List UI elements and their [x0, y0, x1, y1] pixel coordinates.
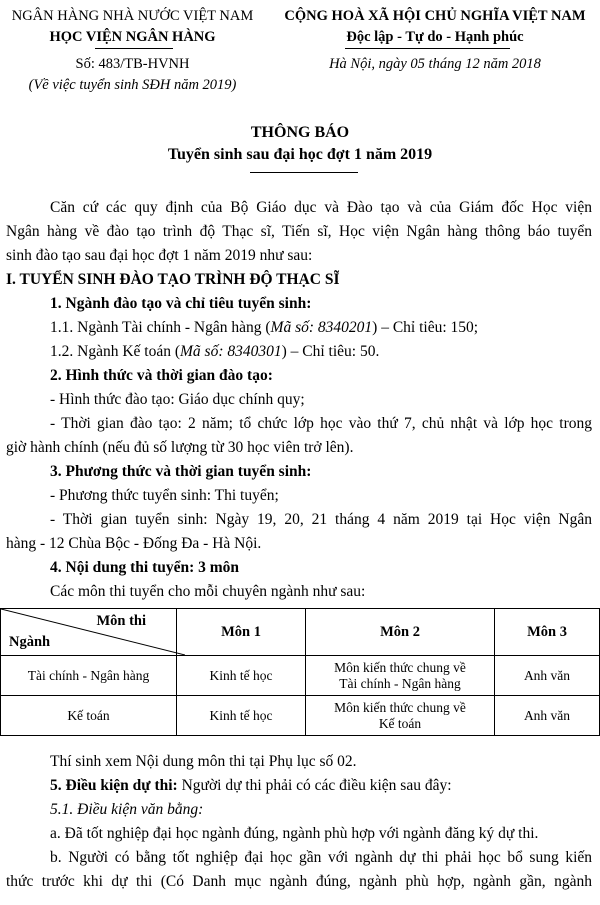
- subsection-1-heading: 1. Ngành đào tạo và chỉ tiêu tuyển sinh:: [50, 295, 312, 312]
- org-parent: NGÂN HÀNG NHÀ NƯỚC VIỆT NAM: [11, 8, 254, 24]
- row-subject-1: Kinh tế học: [177, 656, 306, 696]
- subsection-4-heading: 4. Nội dung thi tuyển: 3 môn: [50, 559, 240, 576]
- intro-line-1: Căn cứ các quy định của Bộ Giáo dục và Đào tạo và của Giám đốc Học viện: [50, 199, 592, 216]
- row-subject-2-line-2: Kế toán: [378, 715, 422, 731]
- appendix-note: Thí sinh xem Nội dung môn thi tại Phụ lục số 02.: [50, 753, 357, 770]
- column-header-3: Môn 3: [495, 609, 600, 656]
- org-name: HỌC VIỆN NGÂN HÀNG: [49, 29, 216, 45]
- admission-time-line-1: - Thời gian tuyển sinh: Ngày 19, 20, 21 tháng 4 năm 2019 tại Học viện Ngân: [50, 511, 592, 528]
- column-header-2: Môn 2: [306, 609, 495, 656]
- section-1-heading: I. TUYỂN SINH ĐÀO TẠO TRÌNH ĐỘ THẠC SĨ: [6, 271, 340, 288]
- major-item-2-a: 1.2. Ngành Kế toán (: [50, 343, 180, 360]
- exam-subjects-intro: Các môn thi tuyển cho mỗi chuyên ngành như sau:: [50, 583, 366, 600]
- admission-method: - Phương thức tuyển sinh: Thi tuyển;: [50, 487, 279, 504]
- row-subject-3: Anh văn: [495, 656, 600, 696]
- major-item-1-b: ) – Chỉ tiêu: 150;: [372, 319, 479, 336]
- row-major: Kế toán: [1, 696, 177, 736]
- subsection-2-heading: 2. Hình thức và thời gian đào tạo:: [50, 367, 273, 384]
- nation-name: CỘNG HOÀ XÃ HỘI CHỦ NGHĨA VIỆT NAM: [284, 8, 586, 24]
- subsection-5-1-heading: 5.1. Điều kiện văn bằng:: [50, 801, 204, 818]
- title-sub: Tuyển sinh sau đại học đợt 1 năm 2019: [167, 146, 433, 163]
- major-item-2-code: Mã số: 8340301: [180, 343, 282, 360]
- table-row: [1, 696, 600, 736]
- row-major: Tài chính - Ngân hàng: [1, 656, 177, 696]
- training-time-line-2: giờ hành chính (nếu đủ số lượng từ 30 học viên trở lên).: [6, 439, 354, 456]
- subsection-5-text: Người dự thi phải có các điều kiện sau đây:: [177, 777, 452, 794]
- row-subject-2: [306, 696, 495, 736]
- exam-subjects-table: [0, 608, 600, 736]
- row-subject-2-line-1: Môn kiến thức chung về: [334, 699, 466, 715]
- table-row: [1, 656, 600, 696]
- place-date: Hà Nội, ngày 05 tháng 12 năm 2018: [329, 56, 541, 72]
- header-right-rule: [345, 48, 510, 49]
- motto: Độc lập - Tự do - Hạnh phúc: [346, 29, 524, 45]
- admission-time-line-2: hàng - 12 Chùa Bộc - Đống Đa - Hà Nội.: [6, 535, 262, 552]
- major-item-1: [6, 316, 592, 340]
- notice-title: [0, 122, 600, 166]
- eligibility-line: [6, 774, 592, 798]
- training-time-line-1: - Thời gian đào tạo: 2 năm; tổ chức lớp học vào thứ 7, chủ nhật và lớp học trong: [50, 415, 592, 432]
- intro-line-3: sinh đào tạo sau đại học đợt 1 năm 2019 như sau:: [6, 247, 313, 264]
- document-body: [6, 196, 592, 604]
- row-subject-2-line-1: Môn kiến thức chung về: [334, 659, 466, 675]
- major-item-1-code: Mã số: 8340201: [270, 319, 373, 336]
- title-main: THÔNG BÁO: [250, 124, 350, 141]
- document-body-continued: [6, 750, 592, 894]
- table-corner-cell: [1, 609, 177, 656]
- major-item-1-a: 1.1. Ngành Tài chính - Ngân hàng (: [50, 319, 271, 336]
- intro-line-2: Ngân hàng về đào tạo trình độ Thạc sĩ, Tiến sĩ, Học viện Ngân hàng thông báo tuyển: [6, 223, 592, 240]
- title-rule: [250, 172, 358, 173]
- corner-top-label: Môn thi: [96, 613, 146, 629]
- subsection-5-heading: 5. Điều kiện dự thi:: [50, 777, 178, 794]
- subsection-3-heading: 3. Phương thức và thời gian tuyển sinh:: [50, 463, 312, 480]
- condition-b-line-2: thức trước khi dự thi (Có Danh mục ngành đúng, ngành phù hợp, ngành gần, ngành: [6, 873, 592, 890]
- row-subject-2-line-2: Tài chính - Ngân hàng: [339, 675, 461, 691]
- header-right: [270, 6, 600, 75]
- major-item-2-b: ) – Chỉ tiêu: 50.: [281, 343, 380, 360]
- condition-a: a. Đã tốt nghiệp đại học ngành đúng, ngành phù hợp với ngành đăng ký dự thi.: [50, 825, 539, 842]
- condition-b-line-1: b. Người có bằng tốt nghiệp đại học gần với ngành dự thi phải học bổ sung kiến: [50, 849, 592, 866]
- training-form: - Hình thức đào tạo: Giáo dục chính quy;: [50, 391, 305, 408]
- header-left-rule: [95, 48, 173, 49]
- row-subject-1: Kinh tế học: [177, 696, 306, 736]
- major-item-2: [6, 340, 592, 364]
- column-header-1: Môn 1: [177, 609, 306, 656]
- doc-subject: (Về việc tuyển sinh SĐH năm 2019): [28, 77, 237, 93]
- corner-bottom-label: Ngành: [9, 634, 51, 650]
- header-left: [0, 6, 265, 96]
- doc-number: Số: 483/TB-HVNH: [75, 56, 190, 72]
- table-header-row: [1, 609, 600, 656]
- row-subject-3: Anh văn: [495, 696, 600, 736]
- row-subject-2: [306, 656, 495, 696]
